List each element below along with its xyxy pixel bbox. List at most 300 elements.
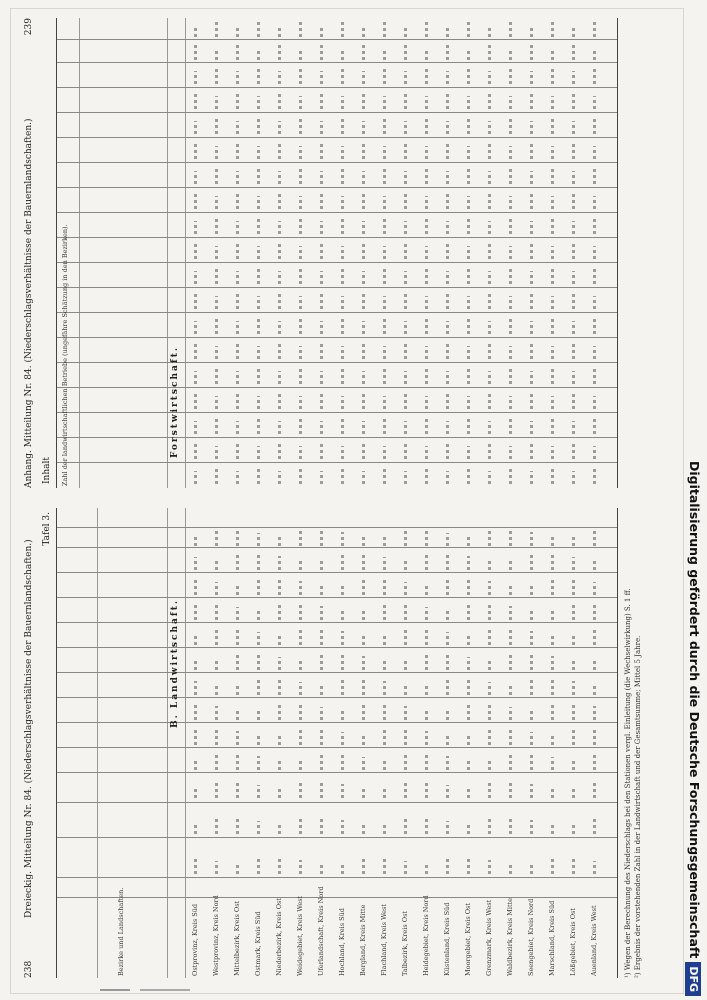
table-cell-mark	[530, 709, 533, 720]
table-cell-mark	[425, 146, 428, 159]
table-cell-mark	[530, 27, 533, 37]
right-running-head: Anhang. Mitteilung Nr. 84. (Niederschlagsverhältnisse der Bauernlandschaften.)	[24, 118, 34, 488]
table-cell-mark	[593, 706, 596, 720]
table-cell-mark	[194, 471, 197, 484]
table-cell-mark	[446, 821, 449, 834]
table-cell-mark	[572, 441, 575, 459]
table-cell-mark	[593, 296, 596, 309]
table-cell-mark	[320, 91, 323, 109]
table-cell-mark	[572, 704, 575, 720]
table-cell-mark	[530, 121, 533, 134]
table-cell-mark	[446, 27, 449, 37]
table-cell-mark	[236, 708, 239, 720]
table-cell-mark	[404, 91, 407, 109]
table-cell-mark	[551, 366, 554, 384]
table-cell-mark	[194, 341, 197, 359]
table-cell-mark	[320, 27, 323, 37]
table-cell-mark	[593, 729, 596, 745]
table-cell-mark	[404, 171, 407, 184]
table-cell-mark	[362, 91, 365, 109]
table-cell-mark	[404, 781, 407, 798]
table-cell-mark	[530, 321, 533, 334]
table-cell-mark	[572, 71, 575, 84]
table-cell-mark	[572, 241, 575, 259]
table-cell-mark	[446, 271, 449, 284]
table-cell-mark	[425, 296, 428, 309]
table-cell-mark	[194, 241, 197, 259]
table-cell-mark	[593, 628, 596, 645]
table-cell-mark	[551, 346, 554, 359]
table-cell-mark	[299, 66, 302, 84]
table-cell-mark	[593, 22, 596, 37]
table-cell-mark	[404, 471, 407, 484]
row-label: Marschland, Kreis Süd	[548, 900, 556, 976]
table-cell-mark	[215, 683, 218, 695]
table-cell-mark	[278, 735, 281, 745]
table-cell-mark	[404, 660, 407, 670]
table-cell-mark	[425, 466, 428, 484]
table-cell-mark	[404, 191, 407, 209]
table-cell-mark	[257, 710, 260, 720]
table-cell-mark	[215, 346, 218, 359]
table-cell-mark	[299, 728, 302, 745]
table-cell-mark	[530, 608, 533, 620]
table-cell-mark	[593, 752, 596, 770]
table-cell-mark	[404, 27, 407, 37]
table-cell-mark	[383, 316, 386, 334]
table-cell-mark	[593, 582, 596, 595]
table-cell-mark	[278, 341, 281, 359]
table-cell-mark	[278, 321, 281, 334]
table-cell-mark	[320, 391, 323, 409]
table-cell-mark	[467, 758, 470, 770]
table-cell-mark	[257, 785, 260, 798]
table-cell-mark	[488, 760, 491, 770]
table-cell-mark	[320, 71, 323, 84]
table-cell-mark	[551, 466, 554, 484]
table-cell-mark	[572, 824, 575, 834]
table-cell-mark	[299, 659, 302, 670]
table-cell-mark	[194, 321, 197, 334]
row-label: Weidegebiet, Kreis West	[296, 895, 304, 976]
table-cell-mark	[404, 529, 407, 546]
table-cell-mark	[236, 171, 239, 184]
table-cell-mark	[215, 529, 218, 546]
table-cell-mark	[488, 581, 491, 595]
table-cell-mark	[215, 605, 218, 620]
table-cell-mark	[593, 96, 596, 109]
table-cell-mark	[551, 734, 554, 745]
table-cell-mark	[572, 271, 575, 284]
table-cell-mark	[530, 71, 533, 84]
table-cell-mark	[236, 27, 239, 37]
table-cell-mark	[362, 757, 365, 770]
table-cell-mark	[362, 555, 365, 570]
table-cell-mark	[467, 196, 470, 209]
table-cell-mark	[551, 246, 554, 259]
table-cell-mark	[320, 606, 323, 620]
table-cell-mark	[572, 536, 575, 546]
table-cell-mark	[572, 788, 575, 798]
table-cell-mark	[530, 291, 533, 309]
table-cell-mark	[194, 536, 197, 546]
table-cell-mark	[530, 677, 533, 695]
table-cell-mark	[341, 396, 344, 409]
table-cell-mark	[341, 677, 344, 695]
table-cell-mark	[215, 466, 218, 484]
table-cell-mark	[509, 116, 512, 134]
table-cell-mark	[362, 291, 365, 309]
table-cell-mark	[383, 788, 386, 798]
table-cell-mark	[383, 603, 386, 620]
table-cell-mark	[572, 471, 575, 484]
table-cell-mark	[593, 196, 596, 209]
table-cell-mark	[299, 116, 302, 134]
table-cell-mark	[362, 421, 365, 434]
table-cell-mark	[467, 166, 470, 184]
table-cell-mark	[551, 702, 554, 720]
table-cell-mark	[509, 216, 512, 234]
table-cell-mark	[383, 266, 386, 284]
table-cell-mark	[551, 633, 554, 645]
table-cell-mark	[383, 466, 386, 484]
table-cell-mark	[509, 316, 512, 334]
table-cell-mark	[257, 577, 260, 595]
table-cell-mark	[257, 821, 260, 834]
table-cell-mark	[488, 221, 491, 234]
table-cell-mark	[530, 441, 533, 459]
table-cell-mark	[404, 729, 407, 745]
table-cell-mark	[215, 316, 218, 334]
table-cell-mark	[320, 629, 323, 645]
table-cell-mark	[404, 371, 407, 384]
table-cell-mark	[530, 91, 533, 109]
table-cell-mark	[467, 787, 470, 798]
table-cell-mark	[299, 466, 302, 484]
table-cell-mark	[320, 684, 323, 695]
table-cell-mark	[236, 241, 239, 259]
table-cell-mark	[425, 22, 428, 37]
table-cell-mark	[467, 634, 470, 645]
table-cell-mark	[488, 682, 491, 695]
table-cell-mark	[593, 416, 596, 434]
table-cell-mark	[572, 121, 575, 134]
table-cell-mark	[593, 166, 596, 184]
table-cell-mark	[572, 681, 575, 695]
table-cell-mark	[530, 532, 533, 546]
table-cell-mark	[530, 43, 533, 60]
table-cell-mark	[383, 22, 386, 37]
table-cell-mark	[341, 864, 344, 874]
table-cell-mark	[425, 708, 428, 720]
table-cell-mark	[362, 71, 365, 84]
table-cell-mark	[425, 630, 428, 645]
table-cell-mark	[278, 43, 281, 60]
table-cell-mark	[194, 121, 197, 134]
table-cell-mark	[446, 733, 449, 745]
table-cell-mark	[425, 66, 428, 84]
table-cell-mark	[467, 657, 470, 670]
table-cell-mark	[215, 706, 218, 720]
table-cell-mark	[467, 266, 470, 284]
table-cell-mark	[572, 580, 575, 595]
table-cell-mark	[320, 818, 323, 834]
table-cell-mark	[425, 96, 428, 109]
table-cell-mark	[404, 683, 407, 695]
row-label: Auenland, Kreis West	[590, 905, 598, 976]
table-cell-mark	[362, 610, 365, 620]
table-cell-mark	[383, 536, 386, 546]
table-cell-mark	[194, 141, 197, 159]
table-cell-mark	[362, 121, 365, 134]
table-cell-mark	[320, 171, 323, 184]
table-cell-mark	[551, 610, 554, 620]
table-cell-mark	[572, 603, 575, 620]
table-cell-mark	[488, 391, 491, 409]
table-cell-mark	[446, 291, 449, 309]
table-cell-mark	[320, 753, 323, 770]
table-cell-mark	[299, 22, 302, 37]
left-running-header	[24, 508, 38, 978]
table-cell-mark	[383, 146, 386, 159]
table-cell-mark	[572, 321, 575, 334]
table-cell-mark	[404, 241, 407, 259]
left-column-header: Bezirke und Landschaften.	[117, 887, 125, 976]
table-cell-mark	[278, 657, 281, 670]
right-running-header	[24, 18, 38, 488]
table-cell-mark	[404, 391, 407, 409]
right-column-header: Zahl der landwirtschaftlichen Betriebe (ungefähre Schätzung in den Bezirken).	[61, 224, 69, 486]
table-cell-mark	[236, 341, 239, 359]
table-cell-mark	[362, 221, 365, 234]
table-cell-mark	[278, 221, 281, 234]
table-cell-mark	[320, 43, 323, 60]
table-cell-mark	[509, 684, 512, 695]
table-cell-mark	[572, 727, 575, 745]
table-cell-mark	[215, 729, 218, 745]
table-cell-mark	[425, 584, 428, 595]
table-cell-mark	[299, 316, 302, 334]
table-cell-mark	[593, 817, 596, 834]
table-cell-mark	[593, 48, 596, 60]
table-cell-mark	[488, 705, 491, 720]
table-cell-mark	[446, 856, 449, 874]
table-cell-mark	[362, 241, 365, 259]
table-cell-mark	[488, 121, 491, 134]
table-cell-mark	[257, 678, 260, 695]
table-cell-mark	[509, 652, 512, 670]
table-cell-mark	[572, 391, 575, 409]
table-cell-mark	[215, 817, 218, 834]
table-cell-mark	[572, 221, 575, 234]
table-cell-mark	[299, 627, 302, 645]
table-cell-mark	[425, 346, 428, 359]
table-cell-mark	[341, 116, 344, 134]
table-cell-mark	[551, 196, 554, 209]
table-cell-mark	[446, 341, 449, 359]
table-cell-mark	[593, 861, 596, 874]
table-cell-mark	[593, 466, 596, 484]
table-cell-mark	[236, 783, 239, 798]
table-cell-mark	[236, 121, 239, 134]
table-cell-mark	[551, 656, 554, 670]
table-cell-mark	[530, 221, 533, 234]
table-cell-mark	[257, 166, 260, 184]
table-cell-mark	[194, 421, 197, 434]
table-cell-mark	[194, 441, 197, 459]
table-cell-mark	[383, 727, 386, 745]
table-cell-mark	[467, 602, 470, 620]
table-cell-mark	[572, 341, 575, 359]
table-cell-mark	[236, 630, 239, 645]
table-cell-mark	[488, 558, 491, 570]
table-cell-mark	[425, 653, 428, 670]
table-cell-mark	[194, 681, 197, 695]
table-cell-mark	[383, 96, 386, 109]
table-cell-mark	[362, 43, 365, 60]
table-cell-mark	[509, 346, 512, 359]
table-cell-mark	[257, 416, 260, 434]
table-cell-mark	[383, 166, 386, 184]
table-cell-mark	[278, 371, 281, 384]
table-cell-mark	[530, 820, 533, 834]
table-cell-mark	[362, 702, 365, 720]
dfg-watermark	[684, 6, 706, 996]
table-cell-mark	[488, 780, 491, 798]
table-cell-mark	[257, 756, 260, 770]
table-cell-mark	[341, 48, 344, 60]
table-cell-mark	[194, 391, 197, 409]
table-cell-mark	[593, 266, 596, 284]
table-cell-mark	[362, 271, 365, 284]
row-label: Heidegebiet, Kreis Nord	[422, 895, 430, 976]
table-cell-mark	[551, 116, 554, 134]
table-cell-mark	[383, 366, 386, 384]
table-cell-mark	[572, 759, 575, 770]
table-cell-mark	[572, 658, 575, 670]
table-cell-mark	[299, 860, 302, 874]
table-cell-mark	[446, 471, 449, 484]
table-cell-mark	[572, 421, 575, 434]
table-cell-mark	[257, 216, 260, 234]
row-label: Flachland, Kreis West	[380, 904, 388, 976]
table-cell-mark	[383, 116, 386, 134]
table-cell-mark	[425, 531, 428, 546]
table-cell-mark	[362, 734, 365, 745]
table-cell-mark	[320, 730, 323, 745]
table-cell-mark	[320, 421, 323, 434]
table-cell-mark	[467, 823, 470, 834]
table-cell-mark	[299, 246, 302, 259]
row-label: Hochland, Kreis Süd	[338, 908, 346, 976]
table-cell-mark	[572, 141, 575, 159]
table-cell-mark	[236, 685, 239, 695]
table-cell-mark	[404, 291, 407, 309]
table-cell-mark	[320, 782, 323, 798]
table-cell-mark	[278, 680, 281, 695]
table-cell-mark	[299, 581, 302, 595]
table-cell-mark	[194, 635, 197, 645]
table-cell-mark	[362, 191, 365, 209]
table-cell-mark	[299, 346, 302, 359]
table-cell-mark	[215, 146, 218, 159]
table-cell-mark	[509, 862, 512, 874]
table-cell-mark	[404, 141, 407, 159]
table-cell-mark	[215, 22, 218, 37]
table-cell-mark	[341, 366, 344, 384]
table-cell-mark	[299, 48, 302, 60]
table-cell-mark	[467, 146, 470, 159]
table-cell-mark	[299, 166, 302, 184]
table-cell-mark	[194, 271, 197, 284]
table-cell-mark	[593, 216, 596, 234]
table-cell-mark	[341, 784, 344, 798]
table-cell-mark	[299, 416, 302, 434]
table-cell-mark	[320, 271, 323, 284]
table-cell-mark	[320, 341, 323, 359]
table-cell-mark	[425, 754, 428, 770]
table-cell-mark	[425, 783, 428, 798]
table-cell-mark	[194, 557, 197, 570]
table-cell-mark	[551, 446, 554, 459]
table-cell-mark	[320, 371, 323, 384]
table-cell-mark	[194, 658, 197, 670]
table-cell-mark	[236, 754, 239, 770]
table-cell-mark	[362, 633, 365, 645]
table-cell-mark	[194, 27, 197, 37]
table-cell-mark	[509, 782, 512, 798]
table-cell-mark	[572, 371, 575, 384]
table-cell-mark	[341, 96, 344, 109]
table-cell-mark	[341, 585, 344, 595]
footnote-2: ²) Ergebnis der vorstehenden Zahl in der Landwirtschaft und der Gesamtsumme; Mittel 5 Jahre.	[634, 635, 642, 978]
table-cell-mark	[530, 391, 533, 409]
table-cell-mark	[593, 146, 596, 159]
table-cell-mark	[215, 446, 218, 459]
table-cell-mark	[509, 446, 512, 459]
table-cell-mark	[299, 604, 302, 620]
table-cell-mark	[383, 216, 386, 234]
table-cell-mark	[257, 66, 260, 84]
table-cell-mark	[383, 396, 386, 409]
table-cell-mark	[299, 816, 302, 834]
table-cell-mark	[299, 682, 302, 695]
row-label: Küstenland, Kreis Süd	[443, 902, 451, 976]
table-cell-mark	[194, 824, 197, 834]
table-cell-mark	[299, 146, 302, 159]
table-cell-mark	[278, 535, 281, 546]
table-cell-mark	[257, 296, 260, 309]
table-cell-mark	[257, 196, 260, 209]
table-cell-mark	[509, 629, 512, 645]
row-label: Seengebiet, Kreis Nord	[527, 898, 535, 976]
table-cell-mark	[299, 196, 302, 209]
table-cell-mark	[467, 858, 470, 874]
table-cell-mark	[383, 824, 386, 834]
table-cell-mark	[593, 116, 596, 134]
table-cell-mark	[551, 66, 554, 84]
table-cell-mark	[194, 759, 197, 770]
table-cell-mark	[446, 191, 449, 209]
table-cell-mark	[236, 191, 239, 209]
table-cell-mark	[341, 416, 344, 434]
table-cell-mark	[509, 466, 512, 484]
table-cell-mark	[509, 606, 512, 620]
table-cell-mark	[509, 22, 512, 37]
table-cell-mark	[341, 22, 344, 37]
table-cell-mark	[404, 71, 407, 84]
table-cell-mark	[278, 579, 281, 595]
